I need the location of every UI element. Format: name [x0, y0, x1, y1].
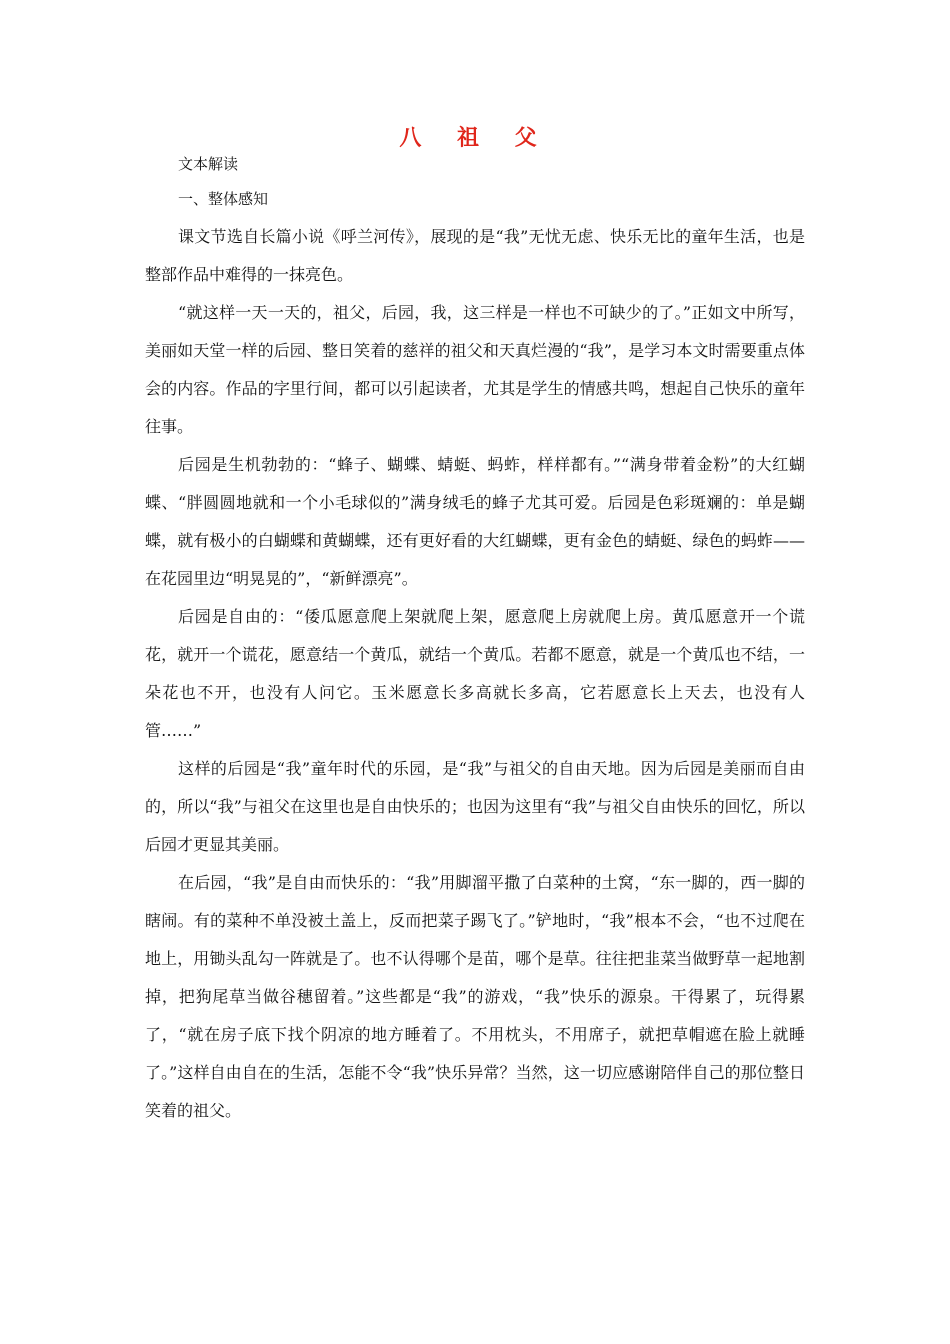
- section-label: 文本解读: [178, 155, 239, 173]
- paragraph: 这样的后园是“我”童年时代的乐园，是“我”与祖父的自由天地。因为后园是美丽而自由的，所以“我”与祖父在这里也是自由快乐的；也因为这里有“我”与祖父自由快乐的回忆，所以后园才更显其美丽。: [145, 759, 805, 854]
- paragraph: 后园是自由的：“倭瓜愿意爬上架就爬上架，愿意爬上房就爬上房。黄瓜愿意开一个谎花，就开一个谎花，愿意结一个黄瓜，就结一个黄瓜。若都不愿意，就是一个黄瓜也不结，一朵花也不开，也没有人问它。玉米愿意长多高就长多高，它若愿意长上天去，也没有人管……”: [145, 607, 805, 740]
- subsection-label: 一、整体感知: [178, 190, 269, 208]
- paragraph: 后园是生机勃勃的：“蜂子、蝴蝶、蜻蜓、蚂蚱，样样都有。”“满身带着金粉”的大红蝴蝶、“胖圆圆地就和一个小毛球似的”满身绒毛的蜂子尤其可爱。后园是色彩斑斓的：单是蝴蝶，就有极小的白蝴蝶和黄蝴蝶，还有更好看的大红蝴蝶，更有金色的蜻蜓、绿色的蚂蚱——在花园里边“明晃晃的”，“新鲜漂亮”。: [145, 455, 805, 588]
- body-text: [145, 218, 805, 1130]
- paragraph: 在后园，“我”是自由而快乐的：“我”用脚溜平撒了白菜种的土窝，“东一脚的，西一脚的瞎闹。有的菜种不单没被土盖上，反而把菜子踢飞了。”铲地时，“我”根本不会，“也不过爬在地上，用锄头乱勾一阵就是了。也不认得哪个是苗，哪个是草。往往把韭菜当做野草一起地割掉，把狗尾草当做谷穗留着。”这些都是“我”的游戏，“我”快乐的源泉。干得累了，玩得累了，“就在房子底下找个阴凉的地方睡着了。不用枕头，不用席子，就把草帽遮在脸上就睡了。”这样自由自在的生活，怎能不令“我”快乐异常？当然，这一切应感谢陪伴自己的那位整日笑着的祖父。: [145, 873, 805, 1120]
- paragraph: “就这样一天一天的，祖父，后园，我，这三样是一样也不可缺少的了。”正如文中所写，美丽如天堂一样的后园、整日笑着的慈祥的祖父和天真烂漫的“我”，是学习本文时需要重点体会的内容。作品的字里行间，都可以引起读者，尤其是学生的情感共鸣，想起自己快乐的童年往事。: [145, 303, 805, 436]
- page-title: 八 祖 父: [399, 125, 551, 151]
- paragraph: 课文节选自长篇小说《呼兰河传》，展现的是“我”无忧无虑、快乐无比的童年生活，也是整部作品中难得的一抹亮色。: [145, 227, 805, 284]
